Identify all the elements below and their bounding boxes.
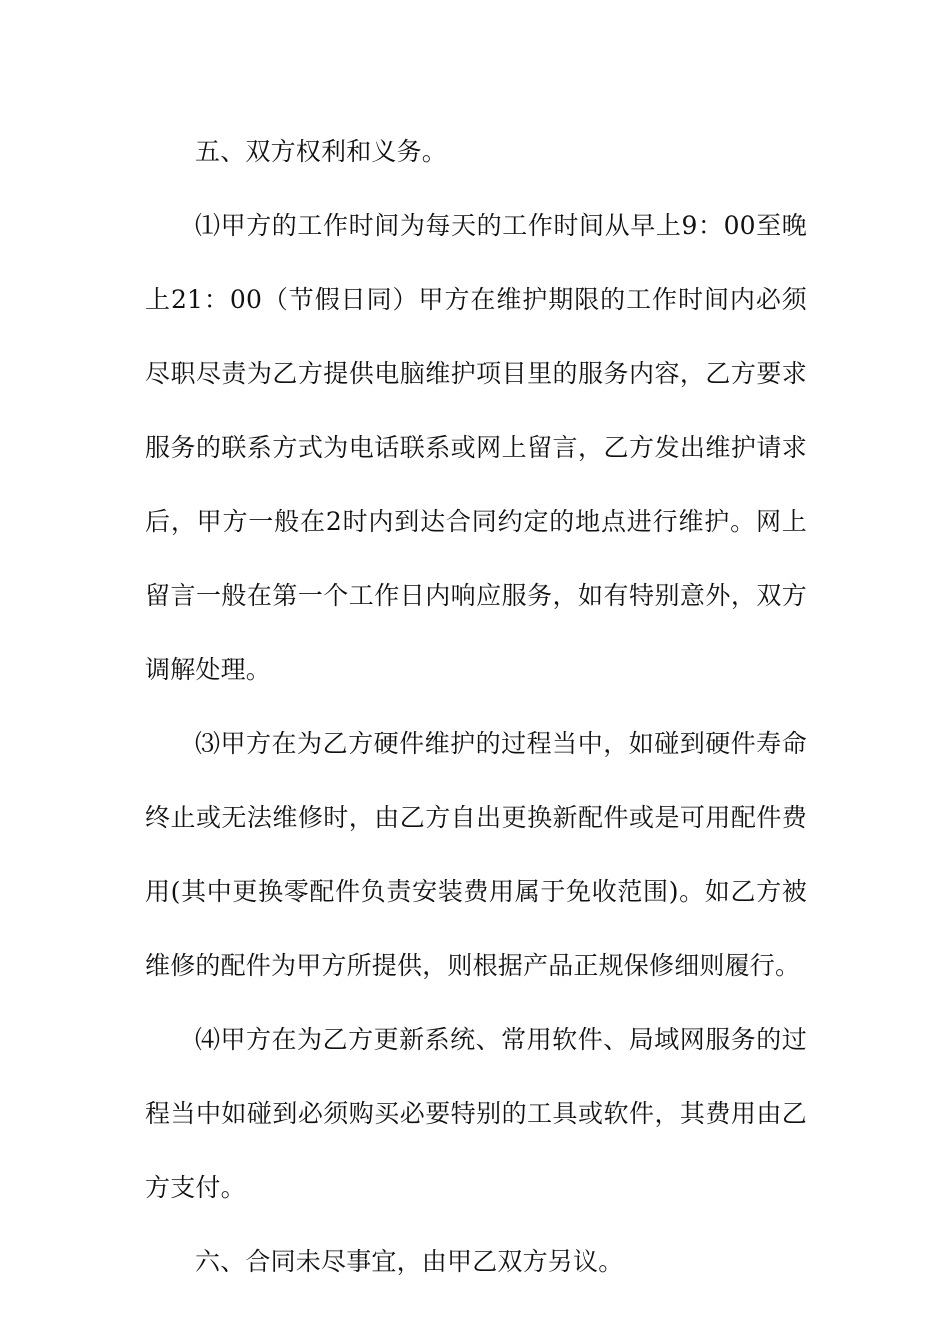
clause-3-hardware-maintenance: ⑶甲方在为乙方硬件维护的过程当中，如碰到硬件寿命终止或无法维修时，由乙方自出更换新配件或是可用配件费用(其中更换零配件负责安装费用属于免收范围)。如乙方被维修的配件为甲方所提供，则根据产品正规保修细则履行。	[145, 729, 807, 980]
clause-1-working-hours: ⑴甲方的工作时间为每天的工作时间从早上9：00至晚上21：00（节假日同）甲方在维护期限的工作时间内必须尽职尽责为乙方提供电脑维护项目里的服务内容，乙方要求服务的联系方式为电话联系或网上留言，乙方发出维护请求后，甲方一般在2时内到达合同约定的地点进行维护。网上留言一般在第一个工作日内响应服务，如有特别意外，双方调解处理。	[145, 211, 807, 684]
clause-4-software-services: ⑷甲方在为乙方更新系统、常用软件、局域网服务的过程当中如碰到必须购买必要特别的工具或软件，其费用由乙方支付。	[145, 1025, 807, 1202]
section-heading-rights: 五、双方权利和义务。	[195, 137, 448, 166]
section-heading-other-matters: 六、合同未尽事宜，由甲乙双方另议。	[195, 1247, 624, 1276]
document-body	[145, 115, 807, 1299]
